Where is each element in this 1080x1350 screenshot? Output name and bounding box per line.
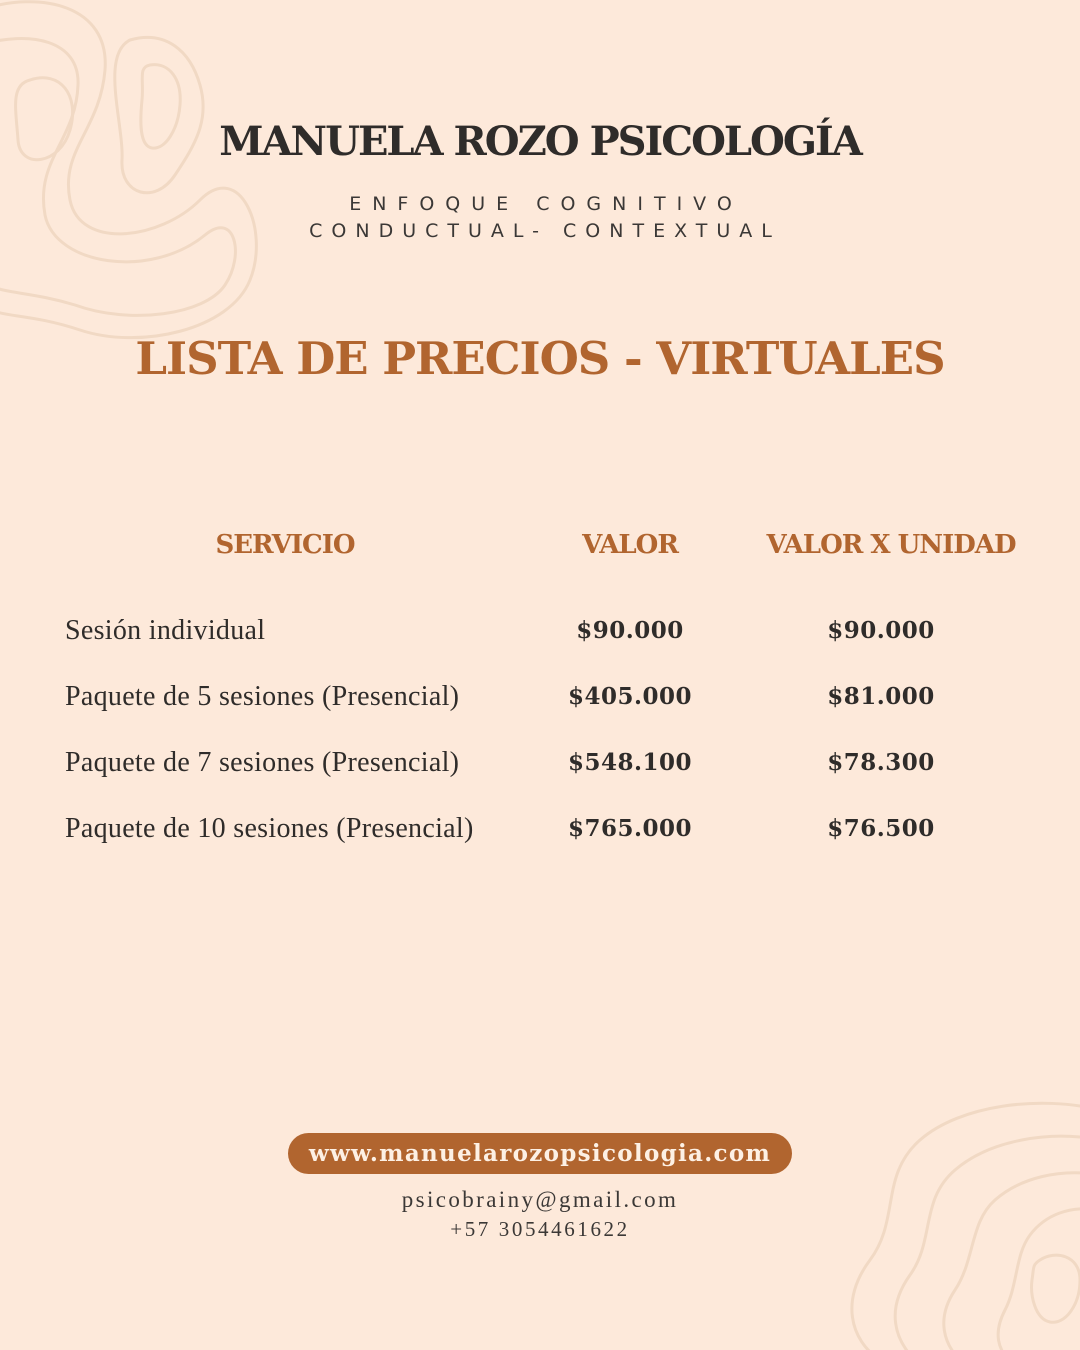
service-value: $405.000 — [567, 683, 693, 710]
website-link[interactable]: www.manuelarozopsicologia.com — [288, 1133, 792, 1174]
service-name: Paquete de 5 sesiones (Presencial) — [65, 681, 460, 712]
brand-title: MANUELA ROZO PSICOLOGÍA — [219, 118, 861, 165]
service-value: $90.000 — [576, 617, 684, 644]
topographic-lines-decoration-top-left — [0, 0, 270, 350]
table-row — [0, 743, 1080, 783]
contact-phone[interactable]: +57 3054461622 — [450, 1217, 630, 1241]
service-value: $548.100 — [567, 749, 693, 776]
service-unit-value: $78.300 — [827, 749, 935, 776]
contact-email[interactable]: psicobrainy@gmail.com — [401, 1187, 679, 1212]
table-row — [0, 611, 1080, 651]
tagline-line-1: ENFOQUE COGNITIVO — [349, 193, 743, 215]
tagline-line-2: CONDUCTUAL- CONTEXTUAL — [309, 220, 781, 242]
column-header-value: VALOR — [582, 530, 678, 560]
column-header-unit-value: VALOR X UNIDAD — [766, 530, 1016, 560]
service-name: Paquete de 7 sesiones (Presencial) — [65, 747, 460, 778]
service-unit-value: $76.500 — [827, 815, 935, 842]
price-list-title: LISTA DE PRECIOS - VIRTUALES — [135, 332, 945, 385]
table-row — [0, 809, 1080, 849]
service-name: Paquete de 10 sesiones (Presencial) — [65, 813, 474, 844]
service-name: Sesión individual — [65, 615, 266, 646]
service-unit-value: $81.000 — [827, 683, 935, 710]
column-header-service: SERVICIO — [215, 530, 355, 560]
service-unit-value: $90.000 — [827, 617, 935, 644]
service-value: $765.000 — [567, 815, 693, 842]
table-row — [0, 677, 1080, 717]
